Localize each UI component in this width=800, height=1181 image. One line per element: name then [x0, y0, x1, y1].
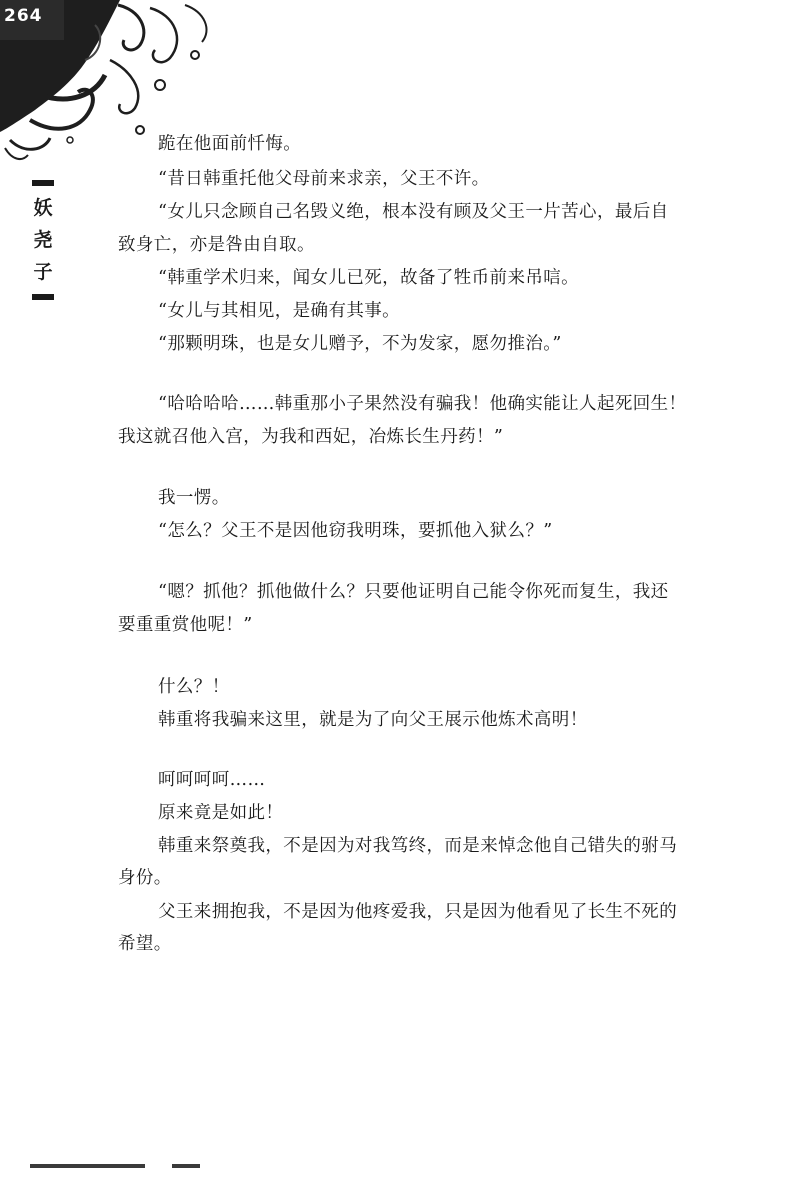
text-line: “嗯？抓他？抓他做什么？只要他证明自己能令你死而复生，我还	[158, 582, 669, 602]
side-title-char: 子	[33, 261, 53, 283]
text-line: 原来竟是如此！	[158, 803, 284, 823]
text-line: 我一愣。	[158, 488, 230, 508]
title-bracket-top	[32, 180, 54, 186]
text-line: 致身亡，亦是咎由自取。	[118, 235, 315, 255]
text-line: 希望。	[118, 934, 172, 954]
text-line: 要重重赏他呢！”	[118, 615, 253, 635]
side-running-title	[30, 180, 56, 300]
text-line: “女儿只念顾自己名毁义绝，根本没有顾及父王一片苦心，最后自	[158, 202, 669, 222]
text-line: 呵呵呵呵……	[158, 770, 266, 790]
footer-rule	[30, 1164, 145, 1168]
text-line: 跪在他面前忏悔。	[158, 134, 302, 154]
text-line: “韩重学术归来，闻女儿已死，故备了牲币前来吊唁。	[158, 268, 580, 288]
text-line: 身份。	[118, 868, 172, 888]
text-line: 什么？！	[158, 677, 230, 697]
title-bracket-bottom	[32, 294, 54, 300]
page-number: 264	[4, 6, 43, 26]
text-line: “女儿与其相见，是确有其事。	[158, 301, 401, 321]
text-line: 韩重来祭奠我，不是因为对我笃终，而是来悼念他自己错失的驸马	[158, 836, 678, 856]
footer-rule	[172, 1164, 200, 1168]
side-title-char: 妖	[33, 197, 53, 219]
text-line: “昔日韩重托他父母前来求亲，父王不许。	[158, 169, 490, 189]
text-line: 我这就召他入宫，为我和西妃，冶炼长生丹药！”	[118, 427, 504, 447]
text-line: “怎么？父王不是因他窃我明珠，要抓他入狱么？”	[158, 521, 553, 541]
text-line: 父王来拥抱我，不是因为他疼爱我，只是因为他看见了长生不死的	[158, 902, 678, 922]
text-line: “哈哈哈哈……韩重那小子果然没有骗我！他确实能让人起死回生！	[158, 394, 687, 414]
text-line: “那颗明珠，也是女儿赠予，不为发家，愿勿推治。”	[158, 334, 562, 354]
text-line: 韩重将我骗来这里，就是为了向父王展示他炼术高明！	[158, 710, 588, 730]
side-title-char: 尧	[33, 229, 53, 251]
